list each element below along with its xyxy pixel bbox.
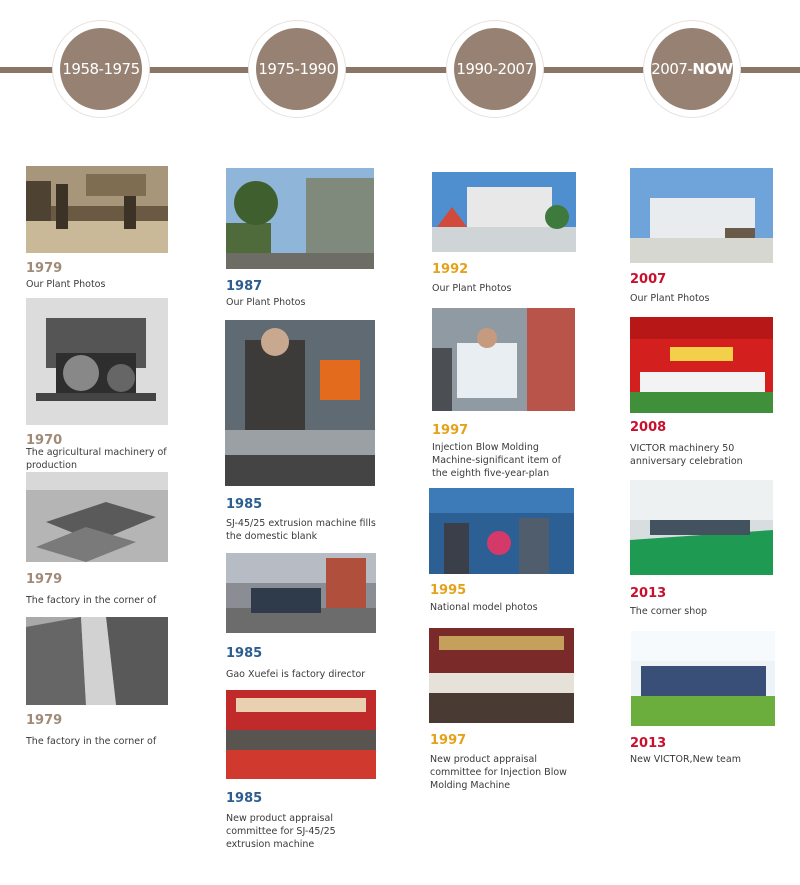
year-label: 1979: [26, 572, 63, 587]
year-label: 1987: [226, 279, 263, 294]
era-label-now: NOW: [692, 60, 733, 78]
workshop-floor-photo: [630, 480, 773, 575]
appraisal-meeting-photo: [226, 690, 376, 779]
year-label: 2008: [630, 420, 667, 435]
anniversary-stage-photo: [630, 317, 773, 413]
caption: Our Plant Photos: [26, 279, 106, 290]
factory-aerial-photo: [26, 472, 168, 562]
factory-street-aerial-photo: [26, 617, 168, 705]
plant-street-photo: [226, 168, 374, 269]
era-badge-1990-2007: [447, 21, 543, 117]
year-label: 1985: [226, 791, 263, 806]
committee-meeting-photo: [429, 628, 574, 723]
year-label: 1979: [26, 713, 63, 728]
year-label: 1995: [430, 583, 467, 598]
caption: The corner shop: [630, 606, 708, 617]
blow-molding-machine-photo: [432, 308, 575, 411]
era-label: 1958-1975: [62, 60, 140, 78]
era-label: 1990-2007: [456, 60, 534, 78]
workers-group-photo: [226, 553, 376, 633]
year-label: 1985: [226, 646, 263, 661]
year-label: 1985: [226, 497, 263, 512]
caption: New product appraisal committee for Injection Blow Molding Machine: [430, 754, 567, 791]
caption: Our Plant Photos: [226, 297, 306, 308]
caption: SJ-45/25 extrusion machine fills the domestic blank: [226, 518, 376, 542]
award-flowers-photo: [429, 488, 574, 574]
year-label: 1992: [432, 262, 469, 277]
year-label: 2007: [630, 272, 667, 287]
year-label: 1997: [430, 733, 467, 748]
year-label: 1979: [26, 261, 63, 276]
caption: Our Plant Photos: [432, 283, 512, 294]
caption: Injection Blow Molding Machine-significant item of the eighth five-year-plan: [432, 442, 561, 479]
caption: Gao Xuefei is factory director: [226, 669, 366, 680]
caption: VICTOR machinery 50 anniversary celebration: [630, 443, 743, 467]
year-label: 1970: [26, 433, 63, 448]
era-badge-1958-1975: [53, 21, 149, 117]
year-label: 2013: [630, 736, 667, 751]
year-label: 2013: [630, 586, 667, 601]
caption: The factory in the corner of: [26, 736, 157, 747]
caption: The factory in the corner of: [26, 595, 157, 606]
era-label: 1975-1990: [258, 60, 336, 78]
caption: New product appraisal committee for SJ-45/25 extrusion machine: [226, 813, 336, 850]
plant-building-photo: [432, 172, 576, 252]
era-label: 2007-: [651, 60, 693, 78]
year-label: 1997: [432, 423, 469, 438]
modern-plant-photo: [630, 168, 773, 263]
extrusion-machine-photo: [225, 320, 375, 486]
caption: National model photos: [430, 602, 538, 613]
old-factory-gate-photo: [26, 166, 168, 253]
caption: New VICTOR,New team: [630, 754, 741, 765]
caption: Our Plant Photos: [630, 293, 710, 304]
team-outdoor-photo: [631, 631, 775, 726]
caption: The agricultural machinery of production: [26, 447, 167, 471]
era-badge-1975-1990: [249, 21, 345, 117]
era-badge-2007-now: [644, 21, 740, 117]
agricultural-machine-photo: [26, 298, 168, 425]
